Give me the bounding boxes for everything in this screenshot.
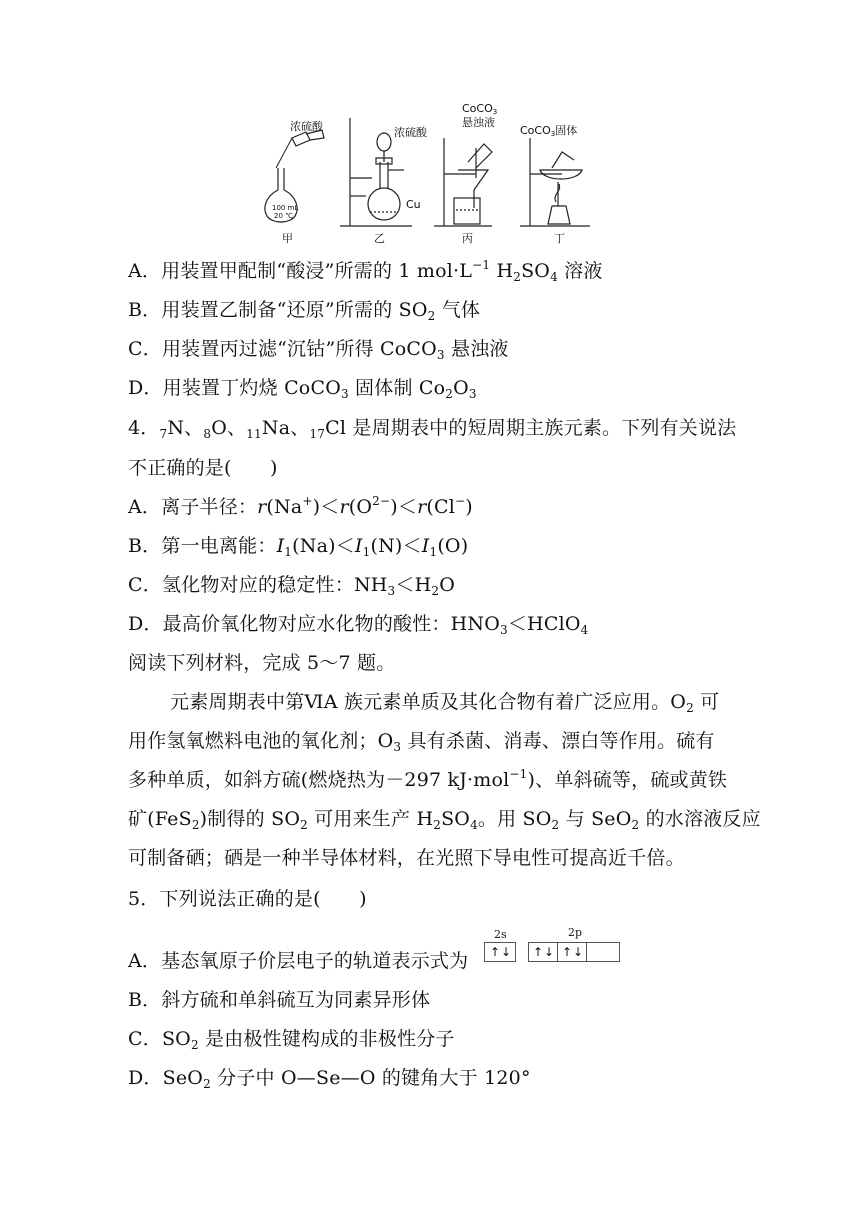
arrow-down-icon: ↓ xyxy=(544,945,555,959)
reading-line-4: 矿(FeS$_2$)制得的 $SO_2$ 可用来生产 $H_2SO_4$。用 $SO_2$ 与 SeO$_2$ 的水溶液反应 xyxy=(128,808,761,832)
orbital-diagram xyxy=(484,926,624,970)
label-bing: 丙 xyxy=(462,232,473,245)
orbital-box-2p-2 xyxy=(557,942,587,962)
q4-option-d: D．最高价氧化物对应水化物的酸性：$HNO_3<HClO_4$ xyxy=(128,613,589,637)
reading-line-3: 多种单质，如斜方硫(燃烧热为－297 kJ·mol$^{-1}$)、单斜硫等，硫或黄铁 xyxy=(128,767,728,791)
label-flask-temp: 20 ℃ xyxy=(274,212,293,220)
label-ding: 丁 xyxy=(554,232,565,245)
label-suspension: 悬浊液 xyxy=(462,116,495,129)
q5-stem: 5．下列说法正确的是( ) xyxy=(128,888,367,910)
apparatus-ding xyxy=(520,138,590,226)
apparatus-diagram xyxy=(262,98,622,248)
arrow-up-icon: ↑ xyxy=(490,945,501,959)
orbital-2p-label: 2p xyxy=(568,926,583,939)
arrow-down-icon: ↓ xyxy=(573,945,584,959)
label-yi: 乙 xyxy=(374,232,385,245)
q5-option-b: B．斜方硫和单斜硫互为同素异形体 xyxy=(128,989,431,1011)
label-acid-1: 浓硫酸 xyxy=(290,120,323,133)
q4-option-a: A．离子半径：$r(Na^+)<r(O^{2-})<r(Cl^-)$ xyxy=(128,494,473,518)
apparatus-bing xyxy=(434,138,492,226)
q4-option-b: B．第一电离能：$I_1(Na)<I_1(N)<I_1(O)$ xyxy=(128,535,469,559)
orbital-2s-label: 2s xyxy=(494,928,507,941)
q3-option-d: D．用装置丁灼烧 CoCO$_3$ 固体制 $Co_2O_3$ xyxy=(128,377,477,401)
reading-line-5: 可制备硒；硒是一种半导体材料，在光照下导电性可提高近千倍。 xyxy=(128,847,685,869)
q5-option-d: D．SeO$_2$ 分子中 O—Se—O 的键角大于 120° xyxy=(128,1067,531,1091)
label-cu: Cu xyxy=(406,198,421,211)
q4-stem-line1: 4．$_7$N、$_8$O、$_{11}$Na、$_{17}$Cl 是周期表中的短周期主族元素。下列有关说法 xyxy=(128,417,737,441)
reading-line-1: 元素周期表中第ⅥA 族元素单质及其化合物有着广泛应用。$O_2$ 可 xyxy=(170,691,720,715)
label-coco3-b: CoCO3固体 xyxy=(520,124,578,138)
q3-option-a: A．用装置甲配制“酸浸”所需的 1 $mol\cdot L^{-1}$ $H_2SO_4$ 溶液 xyxy=(128,258,603,284)
arrow-down-icon: ↓ xyxy=(501,945,512,959)
orbital-box-2p-1 xyxy=(528,942,558,962)
label-flask-volume: 100 mL xyxy=(272,204,299,212)
reading-intro: 阅读下列材料，完成 5～7 题。 xyxy=(128,652,396,674)
q3-option-b: B．用装置乙制备“还原”所需的 $SO_2$ 气体 xyxy=(128,299,481,323)
label-coco3-a: CoCO3 xyxy=(462,102,498,116)
q5-option-c: C．$SO_2$ 是由极性键构成的非极性分子 xyxy=(128,1028,455,1052)
orbital-box-2p-3 xyxy=(586,942,620,962)
apparatus-figure xyxy=(262,98,622,248)
label-acid-2: 浓硫酸 xyxy=(394,126,427,139)
label-jia: 甲 xyxy=(282,232,293,245)
q4-option-c: C．氢化物对应的稳定性：$NH_3<H_2O$ xyxy=(128,574,455,598)
q5-option-a: A．基态氧原子价层电子的轨道表示式为 xyxy=(128,950,469,972)
q3-option-c: C．用装置丙过滤“沉钴”所得 CoCO$_3$ 悬浊液 xyxy=(128,338,509,362)
arrow-up-icon: ↑ xyxy=(562,945,573,959)
arrow-up-icon: ↑ xyxy=(533,945,544,959)
q4-stem-line2: 不正确的是( ) xyxy=(128,457,278,479)
orbital-box-2s xyxy=(484,942,516,962)
reading-line-2: 用作氢氧燃料电池的氧化剂；$O_3$ 具有杀菌、消毒、漂白等作用。硫有 xyxy=(128,730,715,754)
